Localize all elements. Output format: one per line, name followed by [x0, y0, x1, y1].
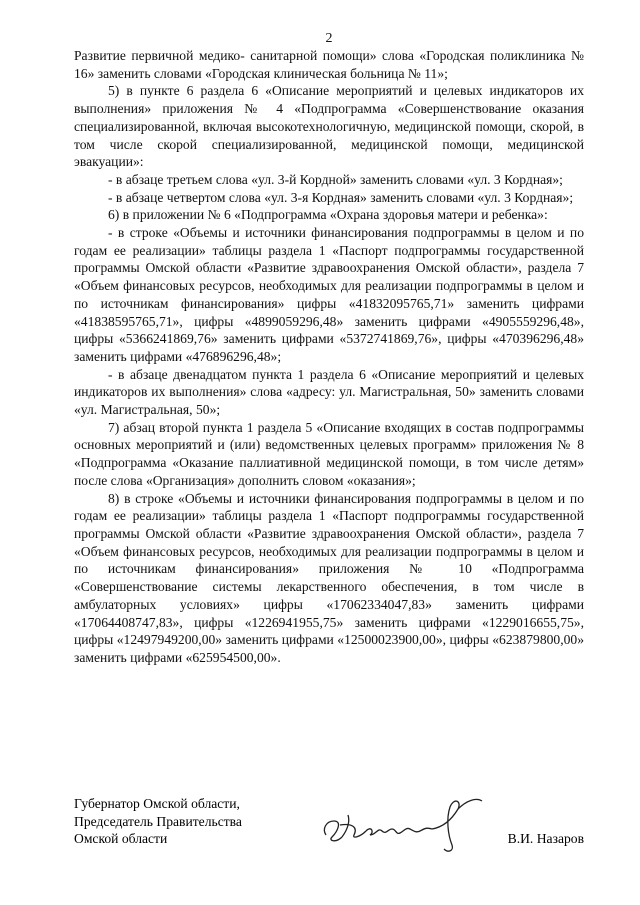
- handwritten-signature: [312, 791, 522, 855]
- paragraph: 5) в пункте 6 раздела 6 «Описание мероприятий и целевых индикаторов их выполнения» приложения № 4 «Подпрограмма «Совершенствование оказания специализированной, включая высокотехнологичную, медицинской помощи, скорой, в том числе скорой специализированной, медицинской помощи, медицинской эвакуации»:: [74, 83, 584, 170]
- signatory-title-line: Омской области: [74, 831, 168, 847]
- signatory-title: [74, 795, 242, 848]
- signatory-title-line: Председатель Правительства: [74, 813, 242, 829]
- page-number: 2: [325, 31, 333, 46]
- paragraph: - в абзаце третьем слова «ул. 3-й Кордной» заменить словами «ул. 3 Кордная»;: [108, 171, 563, 187]
- paragraph: - в абзаце двенадцатом пункта 1 раздела 6 «Описание мероприятий и целевых индикаторов их выполнения» слова «адресу: ул. Магистральная, 50» заменить словами «ул. Магистральная, 50»;: [74, 366, 584, 418]
- paragraph: - в строке «Объемы и источники финансирования подпрограммы в целом и по годам ее реализации» таблицы раздела 1 «Паспорт подпрограммы государственной программы Омской области «Развитие здравоохранения Омской области», раздела 7 «Объем финансовых ресурсов, необходимых для реализации подпрограммы в целом и по источникам финансирования» цифры «41832095765,71» заменить цифрами «41838595765,71», цифры «4899059296,48» заменить цифрами «4905559296,48», цифры «5366241869,76» заменить цифрами «5372741869,76», цифры «470396296,48» заменить цифрами «476896296,48»;: [74, 225, 584, 364]
- signature-block: [74, 795, 584, 865]
- paragraph: 6) в приложении № 6 «Подпрограмма «Охрана здоровья матери и ребенка»:: [108, 207, 548, 223]
- document-body: [74, 47, 584, 667]
- paragraph: Развитие первичной медико- санитарной помощи» слова «Городская поликлиника № 16» заменить словами «Городская клиническая больница № 11»;: [74, 48, 584, 81]
- paragraph: 8) в строке «Объемы и источники финансирования подпрограммы в целом и по годам ее реализации» таблицы раздела 1 «Паспорт подпрограммы государственной программы Омской области «Развитие здравоохранения Омской области», раздела 7 «Объем финансовых ресурсов, необходимых для реализации подпрограммы в целом и по источникам финансирования» приложения № 10 «Подпрограмма «Совершенствование системы лекарственного обеспечения, в том числе в амбулаторных условиях» цифры «17062334047,83» заменить цифрами «17064408747,83», цифры «1226941955,75» заменить цифрами «1229016655,75», цифры «12497949200,00» заменить цифрами «12500023900,00», цифры «623879800,00» заменить цифрами «625954500,00».: [74, 490, 584, 665]
- signatory-name: В.И. Назаров: [507, 831, 584, 846]
- signatory-title-line: Губернатор Омской области,: [74, 796, 240, 811]
- paragraph: 7) абзац второй пункта 1 раздела 5 «Описание входящих в состав подпрограммы основных мероприятий и (или) ведомственных целевых программ» приложения № 8 «Подпрограмма «Оказание паллиативной медицинской помощи, в том числе детям» после слова «Организация» дополнить словом «оказания»;: [74, 419, 584, 488]
- paragraph: - в абзаце четвертом слова «ул. 3-я Кордная» заменить словами «ул. 3 Кордная»;: [108, 189, 574, 205]
